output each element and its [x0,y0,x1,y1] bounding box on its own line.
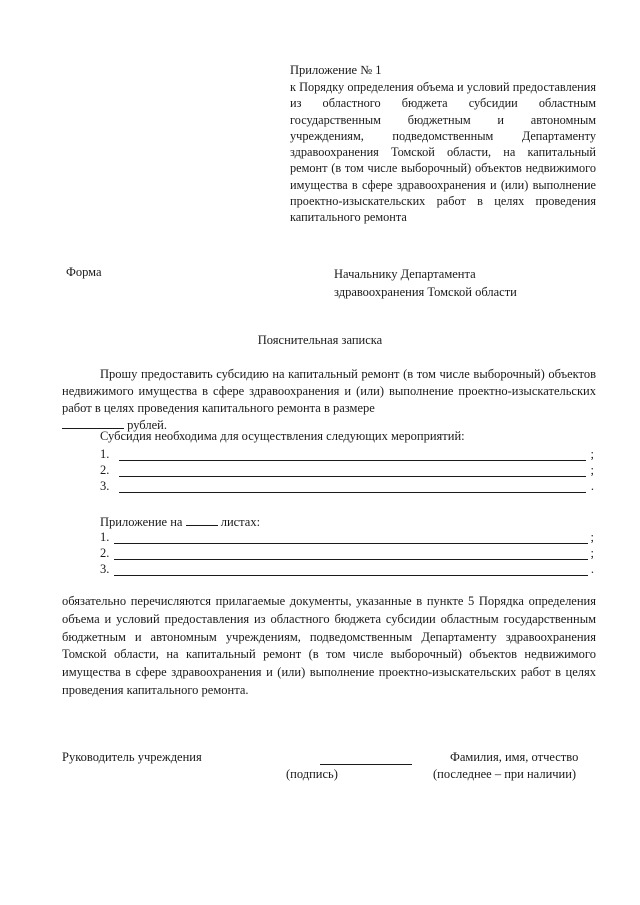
attachment-heading [100,514,260,530]
measure-rule [119,492,586,493]
attachment-end: . [590,562,594,576]
attachment-end: ; [590,530,594,544]
documents-note: обязательно перечисляются прилагаемые документы, указанные в пункте 5 Порядка определения объема и условий предоставления из областного бюджета субсидии областным государственным бюджетным и автономным учреждениям, подведомственным Департаменту здравоохранения Томской области, на капитальный ремонт (в том числе выборочный) объектов недвижимого имущества в сфере здравоохранения и (или) выполнение проектно-изыскательских работ в целях проведения капитального ремонта. [62,594,596,697]
rubles-label: рублей. [127,418,167,432]
document-title: Пояснительная записка [257,333,383,347]
measure-line-1[interactable] [100,447,594,464]
attachment-line-3[interactable] [100,562,594,579]
measure-line-3[interactable] [100,479,594,496]
attachment-line-1[interactable] [100,530,594,547]
sheets-blank[interactable] [186,514,218,526]
measure-num: 3. [100,479,110,493]
attachment-before: Приложение на [100,515,183,529]
signature-line[interactable] [320,764,412,765]
measures-heading: Субсидия необходима для осуществления следующих мероприятий: [100,429,465,443]
full-name-caption: (последнее – при наличии) [433,767,577,781]
addressee-line-1: Начальнику Департамента [334,267,476,281]
measure-end: . [590,479,594,493]
attachment-line-2[interactable] [100,546,594,563]
attachment-after: листах: [220,515,261,529]
attachment-num: 1. [100,530,110,544]
appendix-text: к Порядку определения объема и условий предоставления из областного бюджета субсидии областным государственным бюджетным и автономным учреждениям, подведомственным Департаменту здравоохранения Томской области, на капитальный ремонт (в том числе выборочный) объектов недвижимого имущества в сфере здравоохранения и (или) выполнение проектно-изыскательских работ в целях проведения капитального ремонта [290,80,596,225]
attachment-rule [114,575,588,576]
head-of-institution-label: Руководитель учреждения [62,750,202,764]
measure-num: 2. [100,463,110,477]
measure-end: ; [590,447,594,461]
full-name-label: Фамилия, имя, отчество [450,750,579,764]
form-label: Форма [66,265,102,279]
measure-rule [119,460,586,461]
attachment-rule [114,543,588,544]
request-text: Прошу предоставить субсидию на капитальный ремонт (в том числе выборочный) объектов недвижимого имущества в сфере здравоохранения и (или) выполнение проектно-изыскательских работ в целях проведения капитального ремонта в размере [62,367,596,415]
attachment-end: ; [590,546,594,560]
measure-rule [119,476,586,477]
measure-end: ; [590,463,594,477]
request-paragraph [62,366,596,434]
appendix-title: Приложение № 1 [290,63,382,77]
addressee-line-2: здравоохранения Томской области [334,285,517,299]
attachment-num: 2. [100,546,110,560]
measure-num: 1. [100,447,110,461]
attachment-rule [114,559,588,560]
measure-line-2[interactable] [100,463,594,480]
addressee [334,265,517,301]
signature-caption: (подпись) [286,767,338,781]
attachment-num: 3. [100,562,110,576]
amount-blank[interactable] [62,417,124,429]
